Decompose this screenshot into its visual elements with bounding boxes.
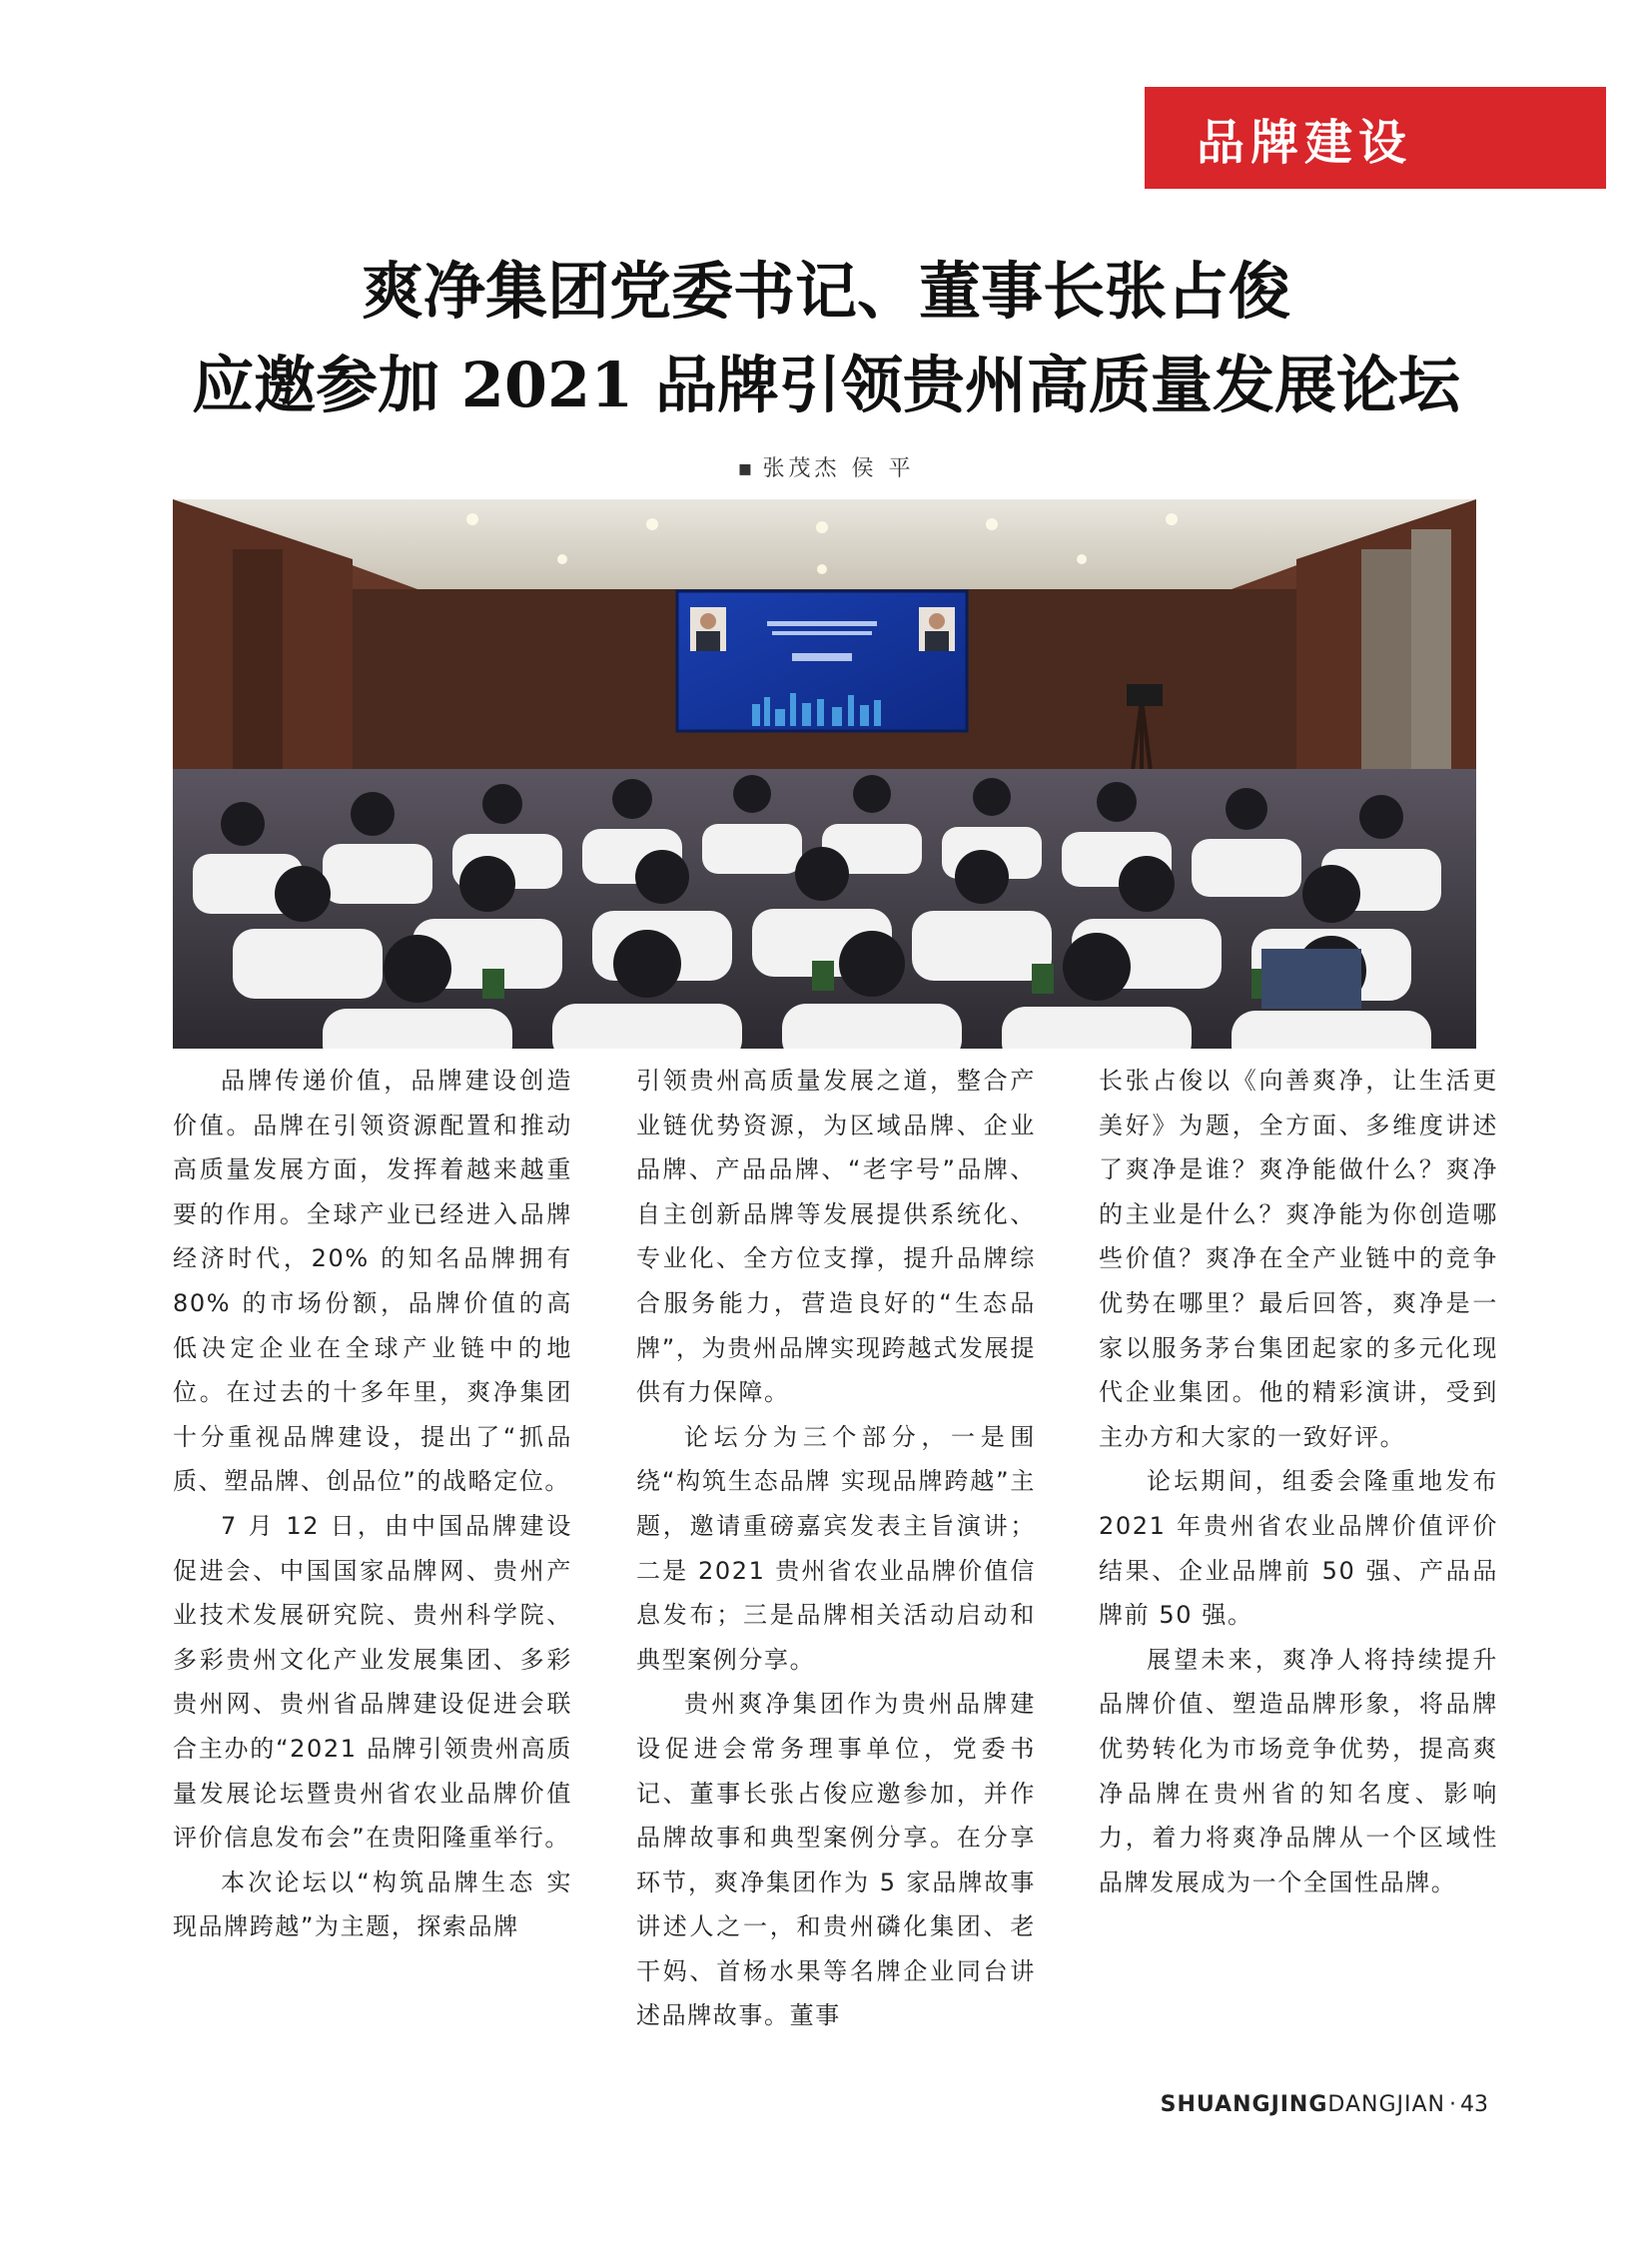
article-title-line1: 爽净集团党委书记、董事长张占俊: [361, 255, 1290, 328]
column-1: [173, 1059, 572, 1949]
article-body: [0, 1059, 1652, 2037]
column-2: [636, 1059, 1036, 2038]
paragraph: 本次论坛以“构筑品牌生态 实现品牌跨越”为主题，探索品牌: [173, 1868, 572, 1941]
paragraph: 品牌传递价值，品牌建设创造价值。品牌在引领资源配置和推动高质量发展方面，发挥着越来越重要的作用。全球产业已经进入品牌经济时代，20% 的知名品牌拥有 80% 的市场份额，品牌价值的高低决定企业在全球产业链中的地位。在过去的十多年里，爽净集团十分重视品牌建设，提出了“抓品质、塑品牌、创品位”的战略定位。: [173, 1067, 572, 1496]
paragraph: 引领贵州高质量发展之道，整合产业链优势资源，为区域品牌、企业品牌、产品品牌、“老字号”品牌、自主创新品牌等发展提供系统化、专业化、全方位支撑，提升品牌综合服务能力，营造良好的“生态品牌”，为贵州品牌实现跨越式发展提供有力保障。: [636, 1067, 1036, 1407]
conference-photo: [173, 499, 1476, 1049]
paragraph: 论坛期间，组委会隆重地发布 2021 年贵州省农业品牌价值评价结果、企业品牌前 50 强、产品品牌前 50 强。: [1099, 1467, 1498, 1630]
footer-brand-bold: SHUANGJING: [1160, 2092, 1328, 2117]
byline-marker: ▪: [737, 456, 753, 481]
paragraph: 论坛分为三个部分，一是围绕“构筑生态品牌 实现品牌跨越”主题，邀请重磅嘉宾发表主旨演讲；二是 2021 贵州省农业品牌价值信息发布；三是品牌相关活动启动和典型案例分享。: [636, 1422, 1036, 1674]
footer-brand-light: DANGJIAN: [1327, 2092, 1445, 2117]
page-number: 43: [1460, 2092, 1488, 2117]
article-title: [80, 245, 1572, 432]
section-label: 品牌建设: [1197, 114, 1413, 171]
byline-authors: 张茂杰 侯 平: [762, 456, 915, 481]
byline: [0, 451, 1652, 482]
paragraph: 展望未来，爽净人将持续提升品牌价值、塑造品牌形象，将品牌优势转化为市场竞争优势，提高爽净品牌在贵州省的知名度、影响力，着力将爽净品牌从一个区域性品牌发展成为一个全国性品牌。: [1099, 1645, 1498, 1896]
article-title-line2: 应邀参加 2021 品牌引领贵州高质量发展论坛: [192, 349, 1460, 421]
footer-separator: ·: [1449, 2092, 1456, 2117]
paragraph: 7 月 12 日，由中国品牌建设促进会、中国国家品牌网、贵州产业技术发展研究院、贵州科学院、多彩贵州文化产业发展集团、多彩贵州网、贵州省品牌建设促进会联合主办的“2021 品牌引领贵州高质量发展论坛暨贵州省农业品牌价值评价信息发布会”在贵阳隆重举行。: [173, 1511, 572, 1853]
page-footer: [1159, 2092, 1488, 2117]
section-tag: [1145, 87, 1606, 189]
column-3: [1099, 1059, 1498, 1904]
paragraph: 贵州爽净集团作为贵州品牌建设促进会常务理事单位，党委书记、董事长张占俊应邀参加，并作品牌故事和典型案例分享。在分享环节，爽净集团作为 5 家品牌故事讲述人之一，和贵州磷化集团、老干妈、首杨水果等名牌企业同台讲述品牌故事。董事: [636, 1690, 1036, 2030]
paragraph: 长张占俊以《向善爽净，让生活更美好》为题，全方面、多维度讲述了爽净是谁？爽净能做什么？爽净的主业是什么？爽净能为你创造哪些价值？爽净在全产业链中的竞争优势在哪里？最后回答，爽净是一家以服务茅台集团起家的多元化现代企业集团。他的精彩演讲，受到主办方和大家的一致好评。: [1099, 1067, 1498, 1451]
